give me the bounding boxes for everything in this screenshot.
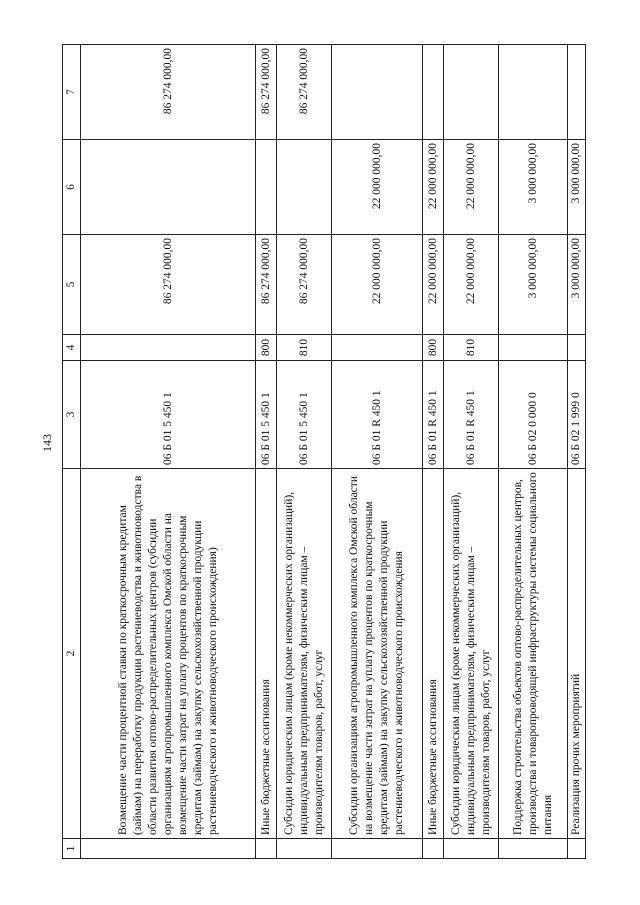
- table-row: [444, 45, 499, 859]
- cell-col1: [81, 839, 256, 859]
- cell-vr: 800: [423, 335, 444, 361]
- cell-code: 06 Б 01 5 450 1: [256, 361, 277, 469]
- cell-name: Иные бюджетные ассигнования: [256, 469, 277, 839]
- table-row: [277, 45, 332, 859]
- cell-col5: 3 000 000,00: [499, 235, 568, 335]
- column-header: 6: [63, 140, 81, 235]
- cell-vr: 800: [256, 335, 277, 361]
- cell-col5: 86 274 000,00: [256, 235, 277, 335]
- cell-col7: [332, 45, 423, 140]
- cell-col1: [277, 839, 332, 859]
- cell-name: Субсидии организациям агропромышленного комплекса Омской области на возмещение части затрат на уплату процентов по краткосрочным кредитам (займам) на закупку сельскохозяйственной продукции растениеводческого и животноводческого происхождения: [332, 469, 423, 839]
- table-row: [423, 45, 444, 859]
- cell-code: 06 Б 01 5 450 1: [81, 361, 256, 469]
- cell-vr: [568, 335, 586, 361]
- cell-col6: 3 000 000,00: [568, 140, 586, 235]
- cell-vr: [499, 335, 568, 361]
- cell-col6: 22 000 000,00: [423, 140, 444, 235]
- cell-col7: 86 274 000,00: [81, 45, 256, 140]
- cell-code: 06 Б 01 5 450 1: [277, 361, 332, 469]
- cell-col6: [81, 140, 256, 235]
- cell-col6: [256, 140, 277, 235]
- cell-code: 06 Б 01 R 450 1: [423, 361, 444, 469]
- cell-col5: 22 000 000,00: [444, 235, 499, 335]
- cell-name: Реализация прочих мероприятий: [568, 469, 586, 839]
- cell-col5: 3 000 000,00: [568, 235, 586, 335]
- budget-table: [62, 44, 586, 859]
- cell-col7: [568, 45, 586, 140]
- cell-col5: 86 274 000,00: [81, 235, 256, 335]
- table-row: [499, 45, 568, 859]
- cell-name: Поддержка строительства объектов оптово-распределительных центров, производства и товаропроводящей инфраструктуры системы социального питания: [499, 469, 568, 839]
- cell-vr: 810: [277, 335, 332, 361]
- cell-col5: 22 000 000,00: [332, 235, 423, 335]
- cell-col6: 3 000 000,00: [499, 140, 568, 235]
- cell-col1: [568, 839, 586, 859]
- cell-vr: [81, 335, 256, 361]
- table-row: [81, 45, 256, 859]
- cell-col1: [332, 839, 423, 859]
- cell-name: Субсидии юридическим лицам (кроме некоммерческих организаций), индивидуальным предпринимателям, физическим лицам – производителям товаров, работ, услуг: [444, 469, 499, 839]
- cell-code: 06 Б 01 R 450 1: [444, 361, 499, 469]
- column-header: 7: [63, 45, 81, 140]
- column-header: 1: [63, 839, 81, 859]
- cell-col1: [256, 839, 277, 859]
- table-row: [568, 45, 586, 859]
- cell-col5: 22 000 000,00: [423, 235, 444, 335]
- cell-code: 06 Б 02 1 999 0: [568, 361, 586, 469]
- cell-col7: [499, 45, 568, 140]
- cell-col1: [499, 839, 568, 859]
- cell-col1: [444, 839, 499, 859]
- cell-col6: [277, 140, 332, 235]
- cell-col5: 86 274 000,00: [277, 235, 332, 335]
- cell-vr: 810: [444, 335, 499, 361]
- rotated-table-container: [62, 45, 590, 859]
- column-header: 4: [63, 335, 81, 361]
- cell-name: Возмещение части процентной ставки по краткосрочным кредитам (займам) на переработку продукции растениеводства и животноводства в области развития оптово-распределительных центров (субсидии организациям агропромышленного комплекса Омской области на возмещение части затрат на уплату процентов по краткосрочным кредитам (займам) на закупку сельскохозяйственной продукции растениеводческого и животноводческого происхождения): [81, 469, 256, 839]
- cell-col7: [444, 45, 499, 140]
- column-header: 2: [63, 469, 81, 839]
- column-header: 3: [63, 361, 81, 469]
- cell-col7: 86 274 000,00: [277, 45, 332, 140]
- cell-col6: 22 000 000,00: [332, 140, 423, 235]
- table-row: [256, 45, 277, 859]
- column-header: 5: [63, 235, 81, 335]
- cell-col7: [423, 45, 444, 140]
- cell-code: 06 Б 02 0 000 0: [499, 361, 568, 469]
- cell-col6: 22 000 000,00: [444, 140, 499, 235]
- table-row: [332, 45, 423, 859]
- cell-col1: [423, 839, 444, 859]
- cell-vr: [332, 335, 423, 361]
- cell-code: 06 Б 01 R 450 1: [332, 361, 423, 469]
- cell-name: Иные бюджетные ассигнования: [423, 469, 444, 839]
- cell-name: Субсидии юридическим лицам (кроме некоммерческих организаций), индивидуальным предпринимателям, физическим лицам – производителям товаров, работ, услуг: [277, 469, 332, 839]
- cell-col7: 86 274 000,00: [256, 45, 277, 140]
- table-header-row: [63, 45, 81, 859]
- page-number: 143: [40, 434, 54, 452]
